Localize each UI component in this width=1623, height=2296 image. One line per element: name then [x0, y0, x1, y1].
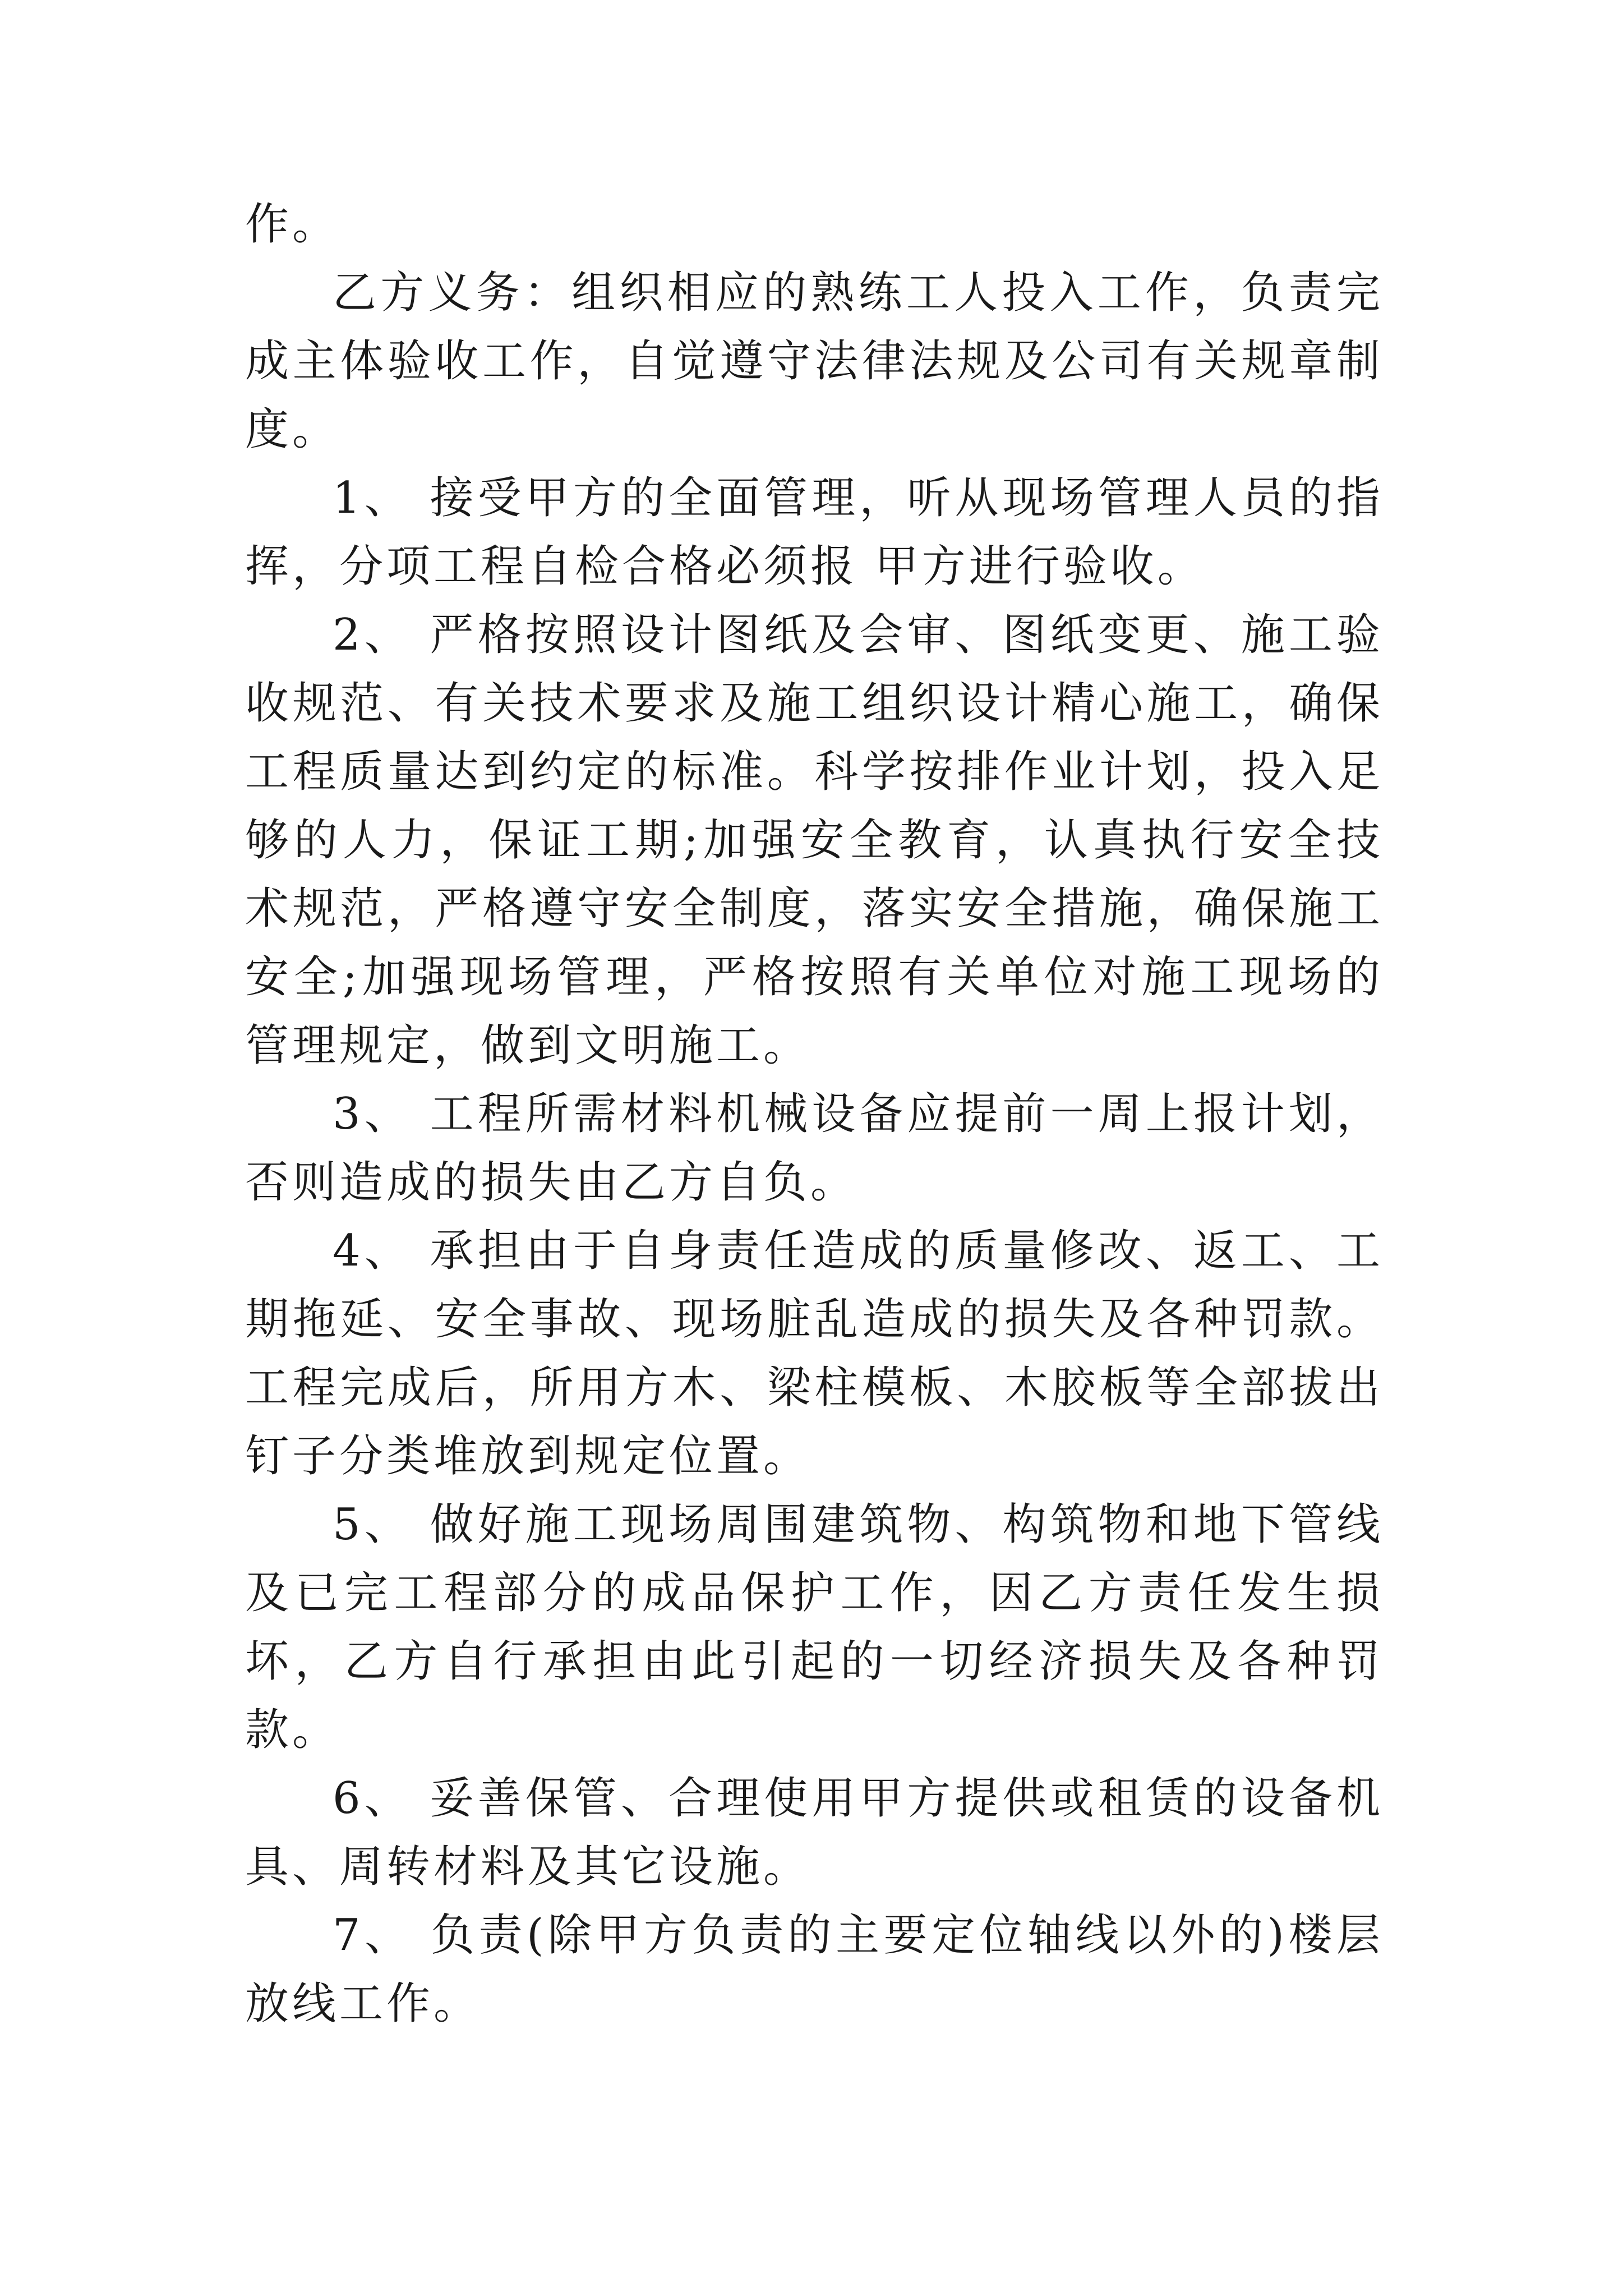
paragraph-party-b-obligations: 乙方义务：组织相应的熟练工人投入工作，负责完成主体验收工作，自觉遵守法律法规及公司有关规章制度。: [245, 268, 1384, 455]
document-body: [245, 190, 1384, 2038]
paragraph-item-7: 7、 负责(除甲方负责的主要定位轴线以外的)楼层放线工作。: [245, 1910, 1384, 2029]
paragraph-item-4: 4、 承担由于自身责任造成的质量修改、返工、工期拖延、安全事故、现场脏乱造成的损失及各种罚款。工程完成后，所用方木、梁柱模板、木胶板等全部拔出钉子分类堆放到规定位置。: [245, 1226, 1384, 1481]
paragraph-item-3: 3、 工程所需材料机械设备应提前一周上报计划，否则造成的损失由乙方自负。: [245, 1089, 1384, 1208]
paragraph-item-2: 2、 严格按照设计图纸及会审、图纸变更、施工验收规范、有关技术要求及施工组织设计精心施工，确保工程质量达到约定的标准。科学按排作业计划，投入足够的人力，保证工期;加强安全教育，认真执行安全技术规范，严格遵守安全制度，落实安全措施，确保施工安全;加强现场管理，严格按照有关单位对施工现场的管理规定，做到文明施工。: [245, 610, 1384, 1071]
paragraph-item-5: 5、 做好施工现场周围建筑物、构筑物和地下管线及已完工程部分的成品保护工作，因乙方责任发生损坏，乙方自行承担由此引起的一切经济损失及各种罚款。: [245, 1499, 1384, 1755]
paragraph-item-1: 1、 接受甲方的全面管理，听从现场管理人员的指挥，分项工程自检合格必须报 甲方进行验收。: [245, 473, 1384, 592]
paragraph-continuation: 作。: [245, 199, 340, 250]
paragraph-item-6: 6、 妥善保管、合理使用甲方提供或租赁的设备机具、周转材料及其它设施。: [245, 1773, 1384, 1892]
